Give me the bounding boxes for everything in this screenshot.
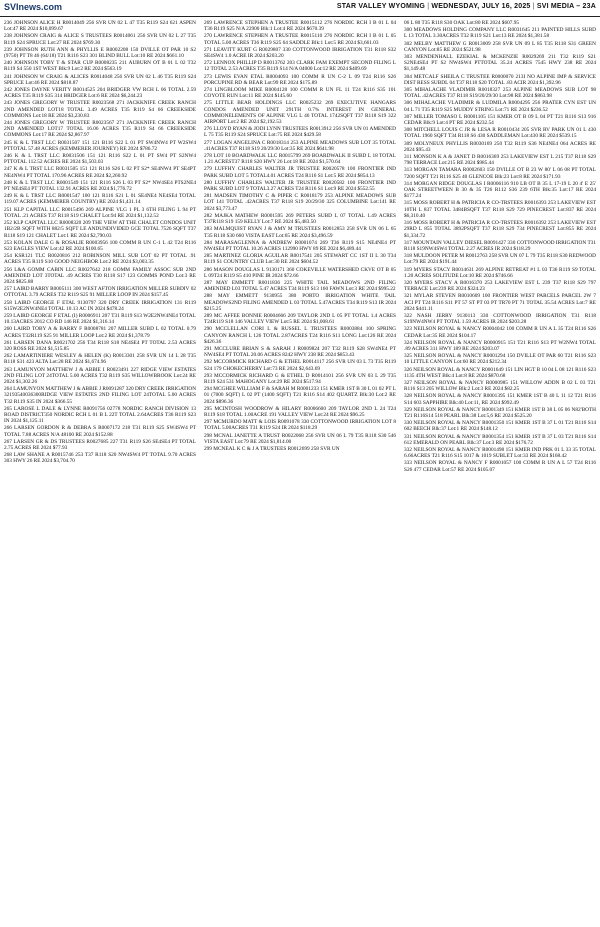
issue-date: WEDNESDAY, JULY 16, 2025 [431,3,531,10]
tax-listing-entry: 283 MALMQUIST RYAN J & AMY M TRUSTEES R0012853 258 SVR UN 06 L 65 T35 R118 S30 660 VISTA EAST Lot:65 RE 2024 $3,496.59 [204,226,396,239]
tax-listing-entry: 254 KSR121 TLC R0020816 212 ROBINSON MILL SUB LOT 02 PT TOTAL .91 ACRES T35 R119 S10 GOOD NEIGHBOR Lot:2 RE 2024 $3,003.35 [4,253,196,266]
column-3 [404,20,596,924]
tax-listing-entry: 325 NEILSON ROYAL & NANCY R0001294 150 DVILLE OT PAR 60 T21 R116 S23 10 LITTLE CANYON Lot:60 RE 2024 $212.34 [404,353,596,366]
tax-listing-entry: 259 LAIRD GEORGE F ETAL (I) R0006911 207 T31 R119 S13 W2E2NW4NE4 TOTAL 10.13ACRES 2012 CO RD 146 RE 2024 $1,316.14 [4,312,196,326]
tax-listing-entry: 240 JOHNSON TOBY T & STAR CUP R0008235 211 AUBURN OT B 01 L 02 T32 R119 S4 550 1ST WEST Blk:9 Lot:2 RE 2024 $563.19 [4,60,196,73]
tax-listing-entry: 268 LAW SHANE A R0015746 253 T37 R118 S20 NW4SW4 PT TOTAL 9.70 ACRES 303 HWY 26 RE 2024 $3,704.70 [4,452,196,465]
tax-listing-entry: 298 MCNAL JANETTE A TRUST R0022068 256 SVR UN 06 L 79 T35 R118 S30 546 VISTA EAST Lot:79 RE 2024 $1,814.00 [204,432,396,445]
tax-listing-entry: 276 LLOYD RYAN & JODI LYNN TRUSTEES R0013912 256 SVR UN 01 AMENDED L 75 T35 R119 S24 SPRUCE Lot:75 RE 2024 $429.58 [204,126,396,139]
tax-listing-entry: 281 MADSEN TIMOTHY C & PIPER C R0018179 253 ALPINE MEADOWS SUB LOT 141 TOTAL .42ACRES T37 R118 S19 20/29/30 325 COLUMBINE Lot:141 RE 2024 $3,773.47 [204,193,396,212]
tax-listing-entry: 275 LITTLE BEAR HOLDINGS LLC R0025232 269 EXECUTIVE HANGARS CONDOS AMENDED UNIT 291TH 0.7% INTEREST IN GENERAL COMMONELEMENTS OF ALPINE VLG L 46 TOTAL 1742SQFT T37 R118 S19 322 AIRPORT Lot:2 RE 2024 $2,192.53 [204,100,396,126]
tax-listing-entry: 256 L&A GOMM CABIN LLC R0027642 218 GOMM FAMILY ASSOC SUB 2ND AMENDED LOT 3TOTAL .49 ACRES T30 R118 S17 123 GOMMS POND Lot:3 RE 2024 $825.88 [4,266,196,285]
tax-listing-entry: 289 MC AFFEE BONNIE R0004666 209 TAYLOR 2ND L 05 PT TOTAL 1.4 ACRES T24R119 S18 146 VALLEY VIEW Lot:5 RE 2024 $1,008.61 [204,312,396,326]
tax-listing-entry: 311 MONSON K A & JANET D R0016369 253 LAKEVIEW EST L 215 T37 R118 S29 798 TERRACE Lot:215 RE 2024 $985.44 [404,154,596,167]
tax-listing-entry: 302 MELBY MATTHEW G R0013009 258 SVR UN 09 L 85 T35 R118 S31 GREEN CANYON Lot:85 RE 2024 $521.98 [404,40,596,53]
tax-listing-entry: 242 JONES DAYNE VERITY R0014525 204 BRIDGER VW RCH L 06 TOTAL 2.59 ACRES T35 R119 S35 314 BRIDGER Lot:6 RE 2024 $6,244.23 [4,87,196,100]
tax-listing-entry: 308 MITCHELL LOUIS C JR & LESA R R0010434 205 SVR RV PARK UN 01 L 430 TOTAL 1960 SQFT T34 R118 S6 430 SADDLEMAN Lot:430 RE 2024 $539.15 [404,127,596,140]
tax-listing-entry: 309 MOLYNEUX PHYLLIS R0030169 250 T32 R119 S36 NE4NE4 064 ACRES RE 2024 $95.43 [404,140,596,153]
tax-listing-entry: 271 LEAVITT KURT G R0029807 330 COTTONWOOD IRRIGATION T31 R118 S32 SE4SW4 1.0 ACRE IR 2024 $203.20 [204,46,396,60]
tax-listing-entry: 285 MARTINEZ GLORIA AGUILAR R0017541 205 STEWART CC 1ST II L 30 T34 R119 S1 COUNTRY CLUB Lot:30 RE 2024 $604.52 [204,253,396,266]
tax-listing-entry: 278 LOT 10 BOARDWALK LLC R0015799 269 BOARDWALK II SUBD L 18 TOTAL 1.21 ACREST37 R118 S20 HWY 26 Lot:18 RE 2024 $1,570.64 [204,153,396,166]
tax-listing-entry: 251 KLP CAPITAL LLC R0015496 269 ALPINE VLG 1 PL 3 6TH FILING L 94 PT TOTAL .21 ACRES T37 R118 S19 CHALET Lot:94 RE 2024 $1,132.52 [4,206,196,219]
tax-listing-entry: 333 NEILSON ROYAL & NANCY F R0001057 100 COMM R UN A L 57 T24 R116 S26 477 CEDAR Lot:57 RE 2024 $105.07 [404,460,596,473]
tax-listing-entry: 294 MCGHEE WILLIAM F & SARAH M R0001233 151 KMER 1ST B 30 L 01 02 PT L 01 (7000 SQFT) L 02 PT (1400 SQFT) T21 R116 S14 402 QUARTZ Blk:30 Lot:2 RE 2024 $896.36 [204,386,396,405]
tax-listing-entry: 264 LAMUNYON MATTHEW J & ABBIE J R0091287 320 DRY CREEK IRRIGATION 32193540036300RIDGE VIEW ESTATES 2ND FILING LOT 24TOTAL 5.00 ACRES T32 R119 S35 IN 2024 $366.55 [4,386,196,405]
tax-listing-entry: 300 MEADOWS HOLDING COMPANY LLC R0031645 211 PAINTED HILLS SUBD L 13 TOTAL 3.30ACRES T32 R119 S21 Lot:13 RE 2024 $1,381.58 [404,27,596,40]
tax-listing-entry: 245 K & L TRST LLC R0031507 151 121 B116 S22 L 01 PT SW4NW4 PT W2SW4 PTTOTAL 57.48 ACRES (KEMMERER JOURNEY) RE 2024 $786.72 [4,139,196,152]
tax-listing-entry: 236 JOHNSON ALICE H R0014049 256 SVR UN 02 L 47 T35 R119 S24 621 ASPEN Lot:47 RE 2024 $10,099.67 [4,20,196,33]
tax-listing-entry: 305 MIHALACHE VLADIMIR R0018327 253 ALPINE MEADOWS SUB LOT 98 TOTAL .42ACRES T37 R118 S19/20/29/30 Lot:98 RE 2024 $863.98 [404,87,596,100]
tax-listing-entry: 244 JONES GREGORY W TRUSTEE R0023567 271 JACKKNIFE CREEK RANCH 2ND AMENDED LOT17 TOTAL 16.06 ACRES T35 R119 S4 66 CREEKSIDE COMMONS Lot:17 RE 2024 $2,867.97 [4,120,196,139]
tax-listing-entry: 293 MCCORMICK RICHARD G & ETHEL D R0014101 256 SVR UN 03 L 29 T35 R119 S24 531 MAHOGANY Lot:29 RE 2024 $517.94 [204,372,396,385]
tax-listing-entry: 327 NEILSON ROYAL & NANCY R0000985 151 WILLOW ADDN B 02 L 03 T21 R116 S13 205 WILLOW Blk:2 Lot:3 RE 2024 $82.25 [404,379,596,393]
tax-listing-entry: 246 K & L TRST LLC R0031506 151 121 R116 S22 L 01 PT SW4 PT S2NW4 PTTOTAL 112.52 ACRES RE 2024 $1,503.03 [4,153,196,166]
tax-listing-entry: 318 MULDOON PETER M R0012763 258 SVR UN 07 L 79 T35 R118 S30 REDWOOD Lot:79 RE 2024 $191.44 [404,253,596,266]
tax-listing-entry: 303 MENDENHALL EZEKIAL & MCKENZIE R0029269 211 T32 R119 S21 S2NE4SE4 PT S2 NW4SW4 PTTOTAL 35.24 ACRES 7545 HWY 238 RE 2024 $1,149.48 [404,54,596,73]
tax-listing-entry: 322 NASH JERRY 9130113 330 COTTONWOOD IRRIGATION T31 R118 S19NW4NW4 PT TOTAL 1.59 ACRES IR 2024 $203.28 [404,312,596,326]
tax-listing-entry: 332 NEILSON ROYAL & NANCY R0001498 151 KMER IND PRK 01 L 33 35 TOTAL 6.66ACRES T21 R116 S15 1017 & 1019 SUBLET Lot:33 RE 2024 $168.42 [404,447,596,460]
tax-listing-entry: 265 LAROSE L DALE & LYNNE R0091756 02778 NORDIC RANCH DIVISION 13 ROAD DISTRICT350 NORDIC RCH L 01 B L 22T TOTAL 2.64ACRES T36 R119 S23 IN 2024 $1,125.11 [4,405,196,425]
tax-listing-entry: 262 LAMARTINIERE WESLEY & HELEN (K) R0013301 258 SVR UN 14 L 28 T35 R118 S31 423 ALTA Lot:28 RE 2024 $1,674.96 [4,353,196,366]
tax-listing-entry: 279 LUFFHY CHARLES WALTER JR TRUSTEE R0020578 100 FRONTIER IND PARK SUBD LOT 5 TOTAL4.01 ACRES T24 R116 S1 Lot:5 RE 2024 $854.13 [204,166,396,179]
page-header [0,0,600,17]
tax-listing-entry: 258 LAIRD GEORGE F ETAL 9130797 320 DRY CREEK IRRIGATION 131 R119 S15W2E2NW4NE4 TOTAL 10.13 AC IN 2024 $478.24 [4,299,196,312]
tax-listing-entry: 288 MAY EMMETT 9130955 380 PORTO IRRIGATION WHITE TAIL MEADOWS2ND FILING AMENDED L 03 TOTAL 5.47ACRES T34 R119 S13 IR 2024 $215.25 [204,293,396,312]
tax-listing-entry: 307 MILLER TOMASO L R0001105 151 KMER OT B 09 L 04 PT T21 R116 S13 916 CEDAR Blk:9 Lot:4 PT RE 2024 $232.54 [404,113,596,127]
tax-listing-entry: 291 MCCLURE BRIAN S & SARAH J R0009824 207 T32 R119 S28 SW4NE4 PT NW4SE4 PT TOTAL 20.06 ACRES 8242 HWY 238 RE 2024 $853.43 [204,345,396,359]
tax-listing-entry: 261 LARSEN DANA R0021702 256 T34 R118 S18 NE4SE4 PT TOTAL 2.53 ACRES 320 ROSS RE 2024 $1,515.85 [4,339,196,352]
tax-listing-entry: 297 MCMURDO MATT & LOIS R0091078 330 COTTONWOOD IRRIGATION LOT 8 TOTAL 5.00ACRES T31 R119 S24 IR 2024 $118.29 [204,419,396,432]
tax-listing-entry: 253 KOLAN DALE G & ROSALIE R0003956 100 COMM R UN C-1 L 42 T24 R116 S23 EAGLES VIEW Lot:42 RE 2024 $100.65 [4,239,196,252]
tax-listing-entry: 313 MORGAN TAMARA R0002603 150 DVILLE OT B 23 W 80' L 06 08 PT TOTAL 7200 SQFT T21 R116 S25 40 GLENCOE Blk:23 Lot:8 RE 2024 $171.93 [404,167,596,180]
tax-listing-entry: 247 K & L TRST LLC R0031505 151 121 R116 S26 L 02 PT S2* SE4NW4 PT SE4PT NE4NW4 PT TOTAL 170.96 ACRES RE 2024 $2,260.92 [4,166,196,179]
tax-listing-entry: 287 MAY EMMETT R0011836 225 WHITE TAIL MEADOWS 2ND FILING AMENDED L03 TOTAL 5.47 ACRES T34 R119 S13 160 FAWN Lot:3 RE 2024 $995.22 [204,279,396,293]
tax-listing-entry: 292 MCCORMICK RICHARD G & ETHEL R0014117 256 SVR UN 03 L 73 T35 R119 S24 179 CHOKECHERRY Lot:73 RE 2024 $2,643.69 [204,359,396,372]
tax-listing-entry: 317 MOUNTAIN VALLEY DIESEL R0091427 330 COTTONWOOD IRRIGATION T31 R118 S19NW4SW4 TOTAL 2.27 ACRES IR 2024 $118.29 [404,239,596,252]
tax-listing-entry: 329 NEILSON ROYAL & NANCY R0001349 151 KMER 1ST B 38 L 05 06 N82'BOTH T21 R116S14 518 PEARL Blk:38 Lot:5,6 RE 2024 $525.20 [404,406,596,419]
tax-listing-entry: 314 MORGAN RIDGE DOUGLAS I R0006116 910 LB OT B 35 L 17-19 L 20 4' E 25' OAK STREETWEEN B 30 & 35 T26 R112 S36 239 6TH Blk:35 Lot:17 RE 2024 $177.24 [404,180,596,200]
tax-listing-entry: 324 NEILSON ROYAL & NANCY R0000915 151 T21 R116 S13 PT W2NW4 TOTAL .89 ACRES 311 HWY 189 RE 2024 $203.07 [404,339,596,352]
tax-listing-entry: 319 MYERS STACY R0014631 269 ALPINE RETREAT #1 L 03 T36 R119 S9 TOTAL 1.20 ACRES SOLITUDE Lot:10 RE 2024 $746.66 [404,266,596,279]
column-1 [4,20,196,924]
tax-listing-entry: 243 JONES GREGORY W TRUSTEE R0023568 271 JACKKNIFE CREEK RANCH 2ND AMENDED LOT18 TOTAL 3.49 ACRES T35 R119 S4 66 CREEKSIDE COMMONS Lot:18 RE 2024 $3,230.83 [4,100,196,119]
publication-name: STAR VALLEY WYOMING [336,3,426,10]
tax-listing-entry: 320 MYERS STACY A R0016370 253 LAKEVIEW EST L 239 T37 R118 S29 797 TERRACE Lot:239 RE 2024 $324.23 [404,279,596,293]
tax-listing-entry: 263 LAMUNYON MATTHEW J & ABBIE I R0023491 227 RIDGE VIEW ESTATES 2ND FILING LOT 24TOTAL 5.00 ACRES T32 R119 S35 WILLOWBROOK Lot:24 RE 2024 $1,302.26 [4,366,196,385]
tax-listing-entry: 326 NEILSON ROYAL & NANCY R0001649 151 LIN HGT B 10 04 L 08 121 R116 S23 1135 4TH WEST Blk:4 Lot:8 RE 2024 $870.68 [404,366,596,379]
tax-listing-entry: 260 LAIRD TOBY A & BARRY F R0008781 207 MILLER SUBD L 02 TOTAL 0.79 ACRES T32R119 S25 91 MILLER LOOP Lot:2 RE 2024 $1,378.79 [4,326,196,339]
tax-listing-entry: 249 K & L TRST LLC R0001547 100 121 R116 S21 L 01 SE4NE4 NE4SE4 TOTAL 119.07 ACRES (KEMMERER COUNTRY) RE 2024 $1,431.14 [4,193,196,206]
tax-listing-entry: 290 MCCLELLAN CORI L & RUSSEL L TRUSTEES R0003884 100 SPRING CANYON RANCH L 126 TOTAL 2.87ACRES T24 R116 S11 LONG Lot:126 RE 2024 $426.36 [204,326,396,345]
tax-listing-entry: 299 MCNEAL K C & J A TRUSTEES R0012699 258 SVR UN [204,446,340,452]
tax-listing-entry: 273 LEWIS EVAN ETAL R0004093 100 COMM R UN C-2 L 09 T24 R116 S26 PORCUPINE RD & BEAR Lot:99 RE 2024 $175.89 [204,73,396,86]
tax-listing-entry: 306 MIHALACHE VLADIMIR & LUDMILA R0004295 256 PRATER CYN EST UN 04 L 71 T35 R119 S25 MUDDY STRING Lot:71 RE 2024 $236.52 [404,100,596,113]
tax-listing-entry: 274 LINGBLOOM MIKE R0004128 100 COMM R UN FL 11 T24 R116 S35 101 COYOTE RUN Lot:11 RE 2024 $145.60 [204,87,396,100]
tax-listing-entry: 280 LUFFHY CHARLES WALTER JR TRUSTEE R0020582 100 FRONTIER IND PARK SUBD LOT 9 TOTAL3.27 ACRES T24 R116 S1 Lot:9 RE 2024 $552.55 [204,179,396,193]
publication-line: STAR VALLEY WYOMING | WEDNESDAY, JULY 16, 2025 | SVI MEDIA – 23A [336,3,596,10]
tax-listing-entry: 269 LAWRENCE STEPHEN A TRUSTEE R0015112 276 NORDIC RCH I B 01 L 04 T36 R119 S25 N/A 22900 Blk:1 Lot:4 RE 2024 $670.39 [204,20,396,33]
tax-listing-entry: 304 METCALF SHEILA C TRUSTEE R0000070 213I NO ALPINE IMP & SERVICE DIST RESS SUBDL 04 T37 R118 S20 TOTAL .83 ACIR 2024 $1,392.96 [404,73,596,86]
tax-listing-entry: 241 JOHNSON W CRAIG & ALICES R0014048 256 SVR UN 02 L 46 T35 R119 S24 SPRUCE Lot:46 RE 2024 $818.87 [4,73,196,86]
tax-listing-entry: 321 MYLAR STEVEN R0010609 100 FRONTIER WEST PARCELS PARCEL 2W 7 ACI PT T24 R116 S11 PT 57 ST PT 03 PT TR70 PT 71 TOTAL 35.54 ACRES Lot:7 RE 2024 $441.11 [404,293,596,312]
tax-listing-entry: 315 MOSS ROBERT H & PATRICIA R CO-TRSTEES R0016393 253 LAKEVIEW EST 10TH L 837 TOTAL 3484BSQFT T37 R118 S29 729 PINECREST Lot:837 RE 2024 $6,310.40 [404,200,596,219]
tax-listing-entry: 238 JOHNSON CRAIG & ALICE S TRUSTEES R0014061 256 SVR UN 02 L 27 T35 R119 S24 SPRUCE Lot:27 RE 2024 $769.30 [4,33,196,46]
tax-listing-entry: 270 LAWRENCE STEPHEN A TRUSTEE R0015110 276 NORDIC RCH I B 01 L 05 TOTAL 5.00 ACRES T36 R119 S25 64 SADDLE Blk:1 Lot:5 RE 2024 $3,661.03 [204,33,396,46]
tax-listing-entry: 248 K & L TRST LLC R0001549 151 121 R116 S26 L 03 PT S2* NW4SE4 PTS2NE4 PT NE4SE4 PT TOTAL 132.91 ACRES RE 2024 $1,776.72 [4,179,196,193]
tax-listing-entry: 284 MARASAGLENNA & ANDREW R0001074 269 T36 R119 S15 NE4NE4 PT NW4SE4 PT TOTAL 10.26 ACRES 112990 HWY 89 RE 2024 $6,489.44 [204,239,396,252]
tax-listing-entry: 282 MAJKA MATHEW R0001595 269 PETERS SUBD L 07 TOTAL 1.49 ACRES T37R118 S19 159 KELLY Lot:7 RE 2024 $5,483.50 [204,212,396,226]
tax-listing-entry: 267 LARSEN GR & DS TRUSTEES R0027685 227 T31 R119 S26 SE4SE4 PT TOTAL 2.75 ACRES RE 2024 $77.93 [4,438,196,451]
site-name[interactable]: SVInews.com [4,2,63,12]
tax-listing-entry: 328 NEILSON ROYAL & NANCY R0001395 151 KMER 1ST B 40 L 11 12 T21 R116 S14 603 SAPPHIRE Blk:40 Lot:11, RE 2024 $992.49 [404,393,596,406]
tax-listing-entry: 06 L 80 T35 R118 S30 OAK Lot:80 RE 2024 $607.95 [404,20,520,26]
tax-listing-entry: 252 KLP CAPITAL LLC R0008320 209 THE VIEW AT THE CHALET CONDOS UNIT 1B2/2B SQFT WITH 882/5 SQFT LE ANDUNDIVIDED GCE TOTAL 7526 SQFT T37 R118 S19 121 CHALET Lot:1 RE 2024 $2,790.03 [4,220,196,239]
tax-listing-entry: 316 MOSS ROBERT H & PATRICIA R CO-TRSTEES R0016392 253 LAKEVIEW EST 29RD L 855 TOTAL 3892PSQFT T37 R118 S29 734 PINECREST Lot:855 RE 2024 $1,334.72 [404,220,596,239]
column-2 [204,20,396,924]
tax-listing-entry: 330 NEILSON ROYAL & NANCY R0001350 151 KMER 1ST B 37 L 01 T21 R116 S14 602 BEECH Blk:37 Lot:1 RE 2024 $148.12 [404,420,596,433]
listing-columns [4,20,596,924]
tax-listing-entry: 286 MASON DOUGLAS L 9130171 360 COKEVILLE WATERSHED CKVE OT B 05 L 09T24 R119 S5 410 PINE IR 2024 $72.66 [204,266,396,279]
tax-listing-entry: 331 NEILSON ROYAL & NANCY R0001354 151 KMER 1ST B 37 L 03 T21 R116 S14 612 EMERALD ON PEARL Blk:37 Lot:3 RE 2024 $176.72 [404,433,596,446]
tax-listing-entry: 239 JOHNSON RUTH ANN & PHYLLIS E R0002208 150 DVILLE OT PAR 10 S2 (9750) PT T8 46 (64/18) T21 R116 S23 301 BLIND BULL Lot:10 RE 2024 $661.10 [4,46,196,60]
tax-listing-entry: 257 LAIRD BARRY R0005111 300 WEST AFTON IRRIGATION MILLER SUBDIV 02 OTTOTAL 3.79 ACRES T32 R119 S25 91 MILLER LOOP IN 2024 $157.45 [4,286,196,299]
section-page: SVI MEDIA – 23A [536,3,596,10]
tax-listing-entry: 323 NEILSON ROYAL & NANCY R0004042 100 COMM R UN A L 35 T24 R116 S26 CEDAR Lot:35 RE 2024 $104.17 [404,326,596,339]
tax-listing-entry: 295 MCINTOSH WOODROW & HILARY R0006600 209 TAYLOR 2ND L 24 T24 R119 S18 TOTAL 1.00ACRE 191 VALLEY VIEW Lot:24 RE 2024 $96.25 [204,405,396,418]
tax-listing-entry: 277 LOGAN ANGELINA C R0018314 253 ALPINE MEADOWS SUB LOT 35 TOTAL .41ACRES T37 R118 S19 20/29/30 Lot:35 RE 2024 $641.98 [204,139,396,152]
tax-listing-entry: 272 LENNOX PHILLIP D R0013762 203 CLARK FAM EXEMPT SECOND FILING L 12 TOTAL 2.53 ACRES T35 R119 S14 N/A 04000 Lot:12 RE 2024 $409.69 [204,60,396,73]
tax-listing-entry: 266 LARSEN GORDON R & DEBRA S R0007172 218 T31 R119 S25 SW4SW4 PT TOTAL 7.88 ACRES N/A 48100 RE 2024 $152.88 [4,425,196,438]
